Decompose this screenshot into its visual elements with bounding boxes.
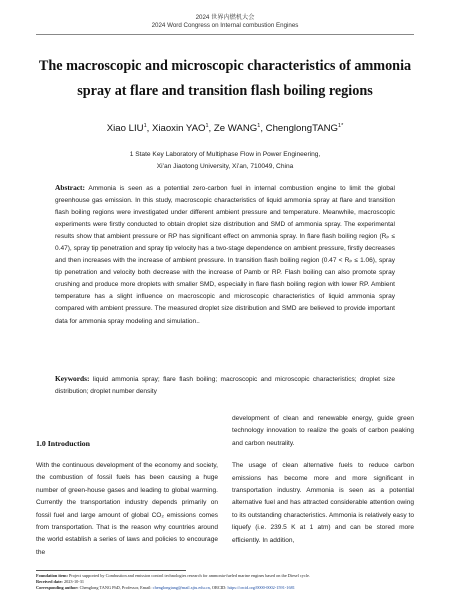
header-rule (36, 34, 414, 35)
author-name: Ze WANG (213, 123, 258, 135)
left-column (36, 460, 218, 559)
keywords-label: Keywords: (55, 374, 90, 383)
keywords (55, 373, 395, 398)
author-affiliation-mark: 1 (143, 123, 147, 129)
author-affiliation-mark: 1 (205, 123, 209, 129)
author-affiliation-mark: 1 (257, 123, 261, 129)
conference-header-english: 2024 Word Congress on Internal combustion Engines (151, 22, 299, 29)
affiliation-line-1: 1 State Key Laboratory of Multiphase Flow in Power Engineering, (129, 151, 321, 158)
abstract-text: Ammonia is seen as a potential zero-carbon fuel in internal combustion engine to limit the global greenhouse gas emission. In this study, macroscopic characteristics of liquid ammonia spray at flare and transition flash boiling regions were investigated under different ambient pressure and temperature. Meanwhile, macroscopic experiments were firstly conducted to obtain droplet size distribution and SMD of ammonia spray. The experimental results show that ambient pressure or RP has significant effect on ammonia spray. In flare flash boiling region (Rₚ ≤ 0.47), spray tip penetration and spray tip velocity has a two-stage dependence on ambient pressure, firstly decreases and then increases with the increase of ambient pressure. In transition flash boiling region (0.47 < Rₚ ≤ 1.06), spray tip penetration and velocity both decrease with the increase of Pamb or RP. Flash boiling can also promote spray crushing and produce more droplets with smaller SMD, especially in flare flash boiling region with lower RP. Ambient temperature has a slight influence on macroscopic and microscopic characteristics of liquid ammonia spray compared with ambient pressure. The measured droplet size distribution and SMD are believed to provide important data for ammonia spray modeling and simulation.. (55, 185, 395, 325)
author-list: Xiao LIU$^1$, Xiaoxin YAO$^1$, Ze WANG$^1$, ChenglongTANG$^{1*}$ (106, 123, 344, 135)
corresponding-author: Corresponding author: Chenglong TANG PhD, Professor, Email: chenglongtang@mail.xjtu.edu.cn, ORCID: https://orcid.org/0000-0002-1591-1681 (36, 585, 295, 591)
author-name: Xiaoxin YAO (151, 123, 206, 135)
orcid-link[interactable]: https://orcid.org/0000-0002-1591-1681 (227, 585, 295, 591)
conference-header-chinese: 2024 世界内燃机大会 (195, 14, 255, 21)
affiliation-line-2: Xi’an Jiaotong University, Xi’an, 710049, China (156, 163, 294, 170)
intro-paragraph-2: The usage of clean alternative fuels to reduce carbon emissions has become more and more significant in transportation industry. Ammonia is seen as a potential alternative fuel and has attracted considerable attention owing to its outstanding characteristics. Ammonia is relatively easy to liquefy (i.e. 239.5 K at 1 atm) and can be stored more efficiently. In addition, (232, 462, 414, 544)
intro-paragraph-1-continued: development of clean and renewable energy, guide green technology innovation to realize the goals of carbon peaking and carbon neutrality. (232, 415, 414, 447)
email-link[interactable]: chenglongtang@mail.xjtu.edu.cn (152, 585, 210, 591)
section-heading-introduction: 1.0 Introduction (36, 439, 91, 448)
abstract-label: Abstract: (55, 183, 85, 192)
received-label: Received date: (36, 579, 63, 585)
intro-paragraph-1: With the continuous development of the economy and society, the combustion of fossil fuels has been causing a huge number of green-house gases and leading to global warming. Currently the transportation industry depends primarily on fossil fuel and large amount of global CO₂ emissions comes from transportation. That is the reason why countries around the world establish a series of laws and policies to encourage the (36, 462, 218, 556)
paper-title: The macroscopic and microscopic characteristics of ammonia spray at flare and transition flash boiling regions (38, 58, 412, 99)
corresponding-label: Corresponding author: (36, 585, 79, 591)
author-affiliation-mark: 1* (338, 123, 344, 129)
author-name: Xiao LIU (106, 123, 144, 135)
abstract (55, 182, 395, 328)
author-name: ChenglongTANG (265, 123, 339, 135)
foundation-text: Project supported by Combustion and emission control technologies research for ammonia-fueled marine engines based on the Diesel cycle. (68, 573, 310, 578)
received-text: 2023-10-31 (63, 579, 84, 585)
footnotes (36, 573, 426, 592)
foundation-label: Foundation item: (36, 573, 68, 578)
right-column (232, 413, 414, 547)
corresponding-text: Chenglong TANG PhD, Professor, Email: (79, 585, 153, 591)
footnote-rule (36, 570, 186, 571)
keywords-text: liquid ammonia spray; flare flash boiling; macroscopic and microscopic characteristics; droplet size distribution; droplet number density (55, 376, 395, 395)
